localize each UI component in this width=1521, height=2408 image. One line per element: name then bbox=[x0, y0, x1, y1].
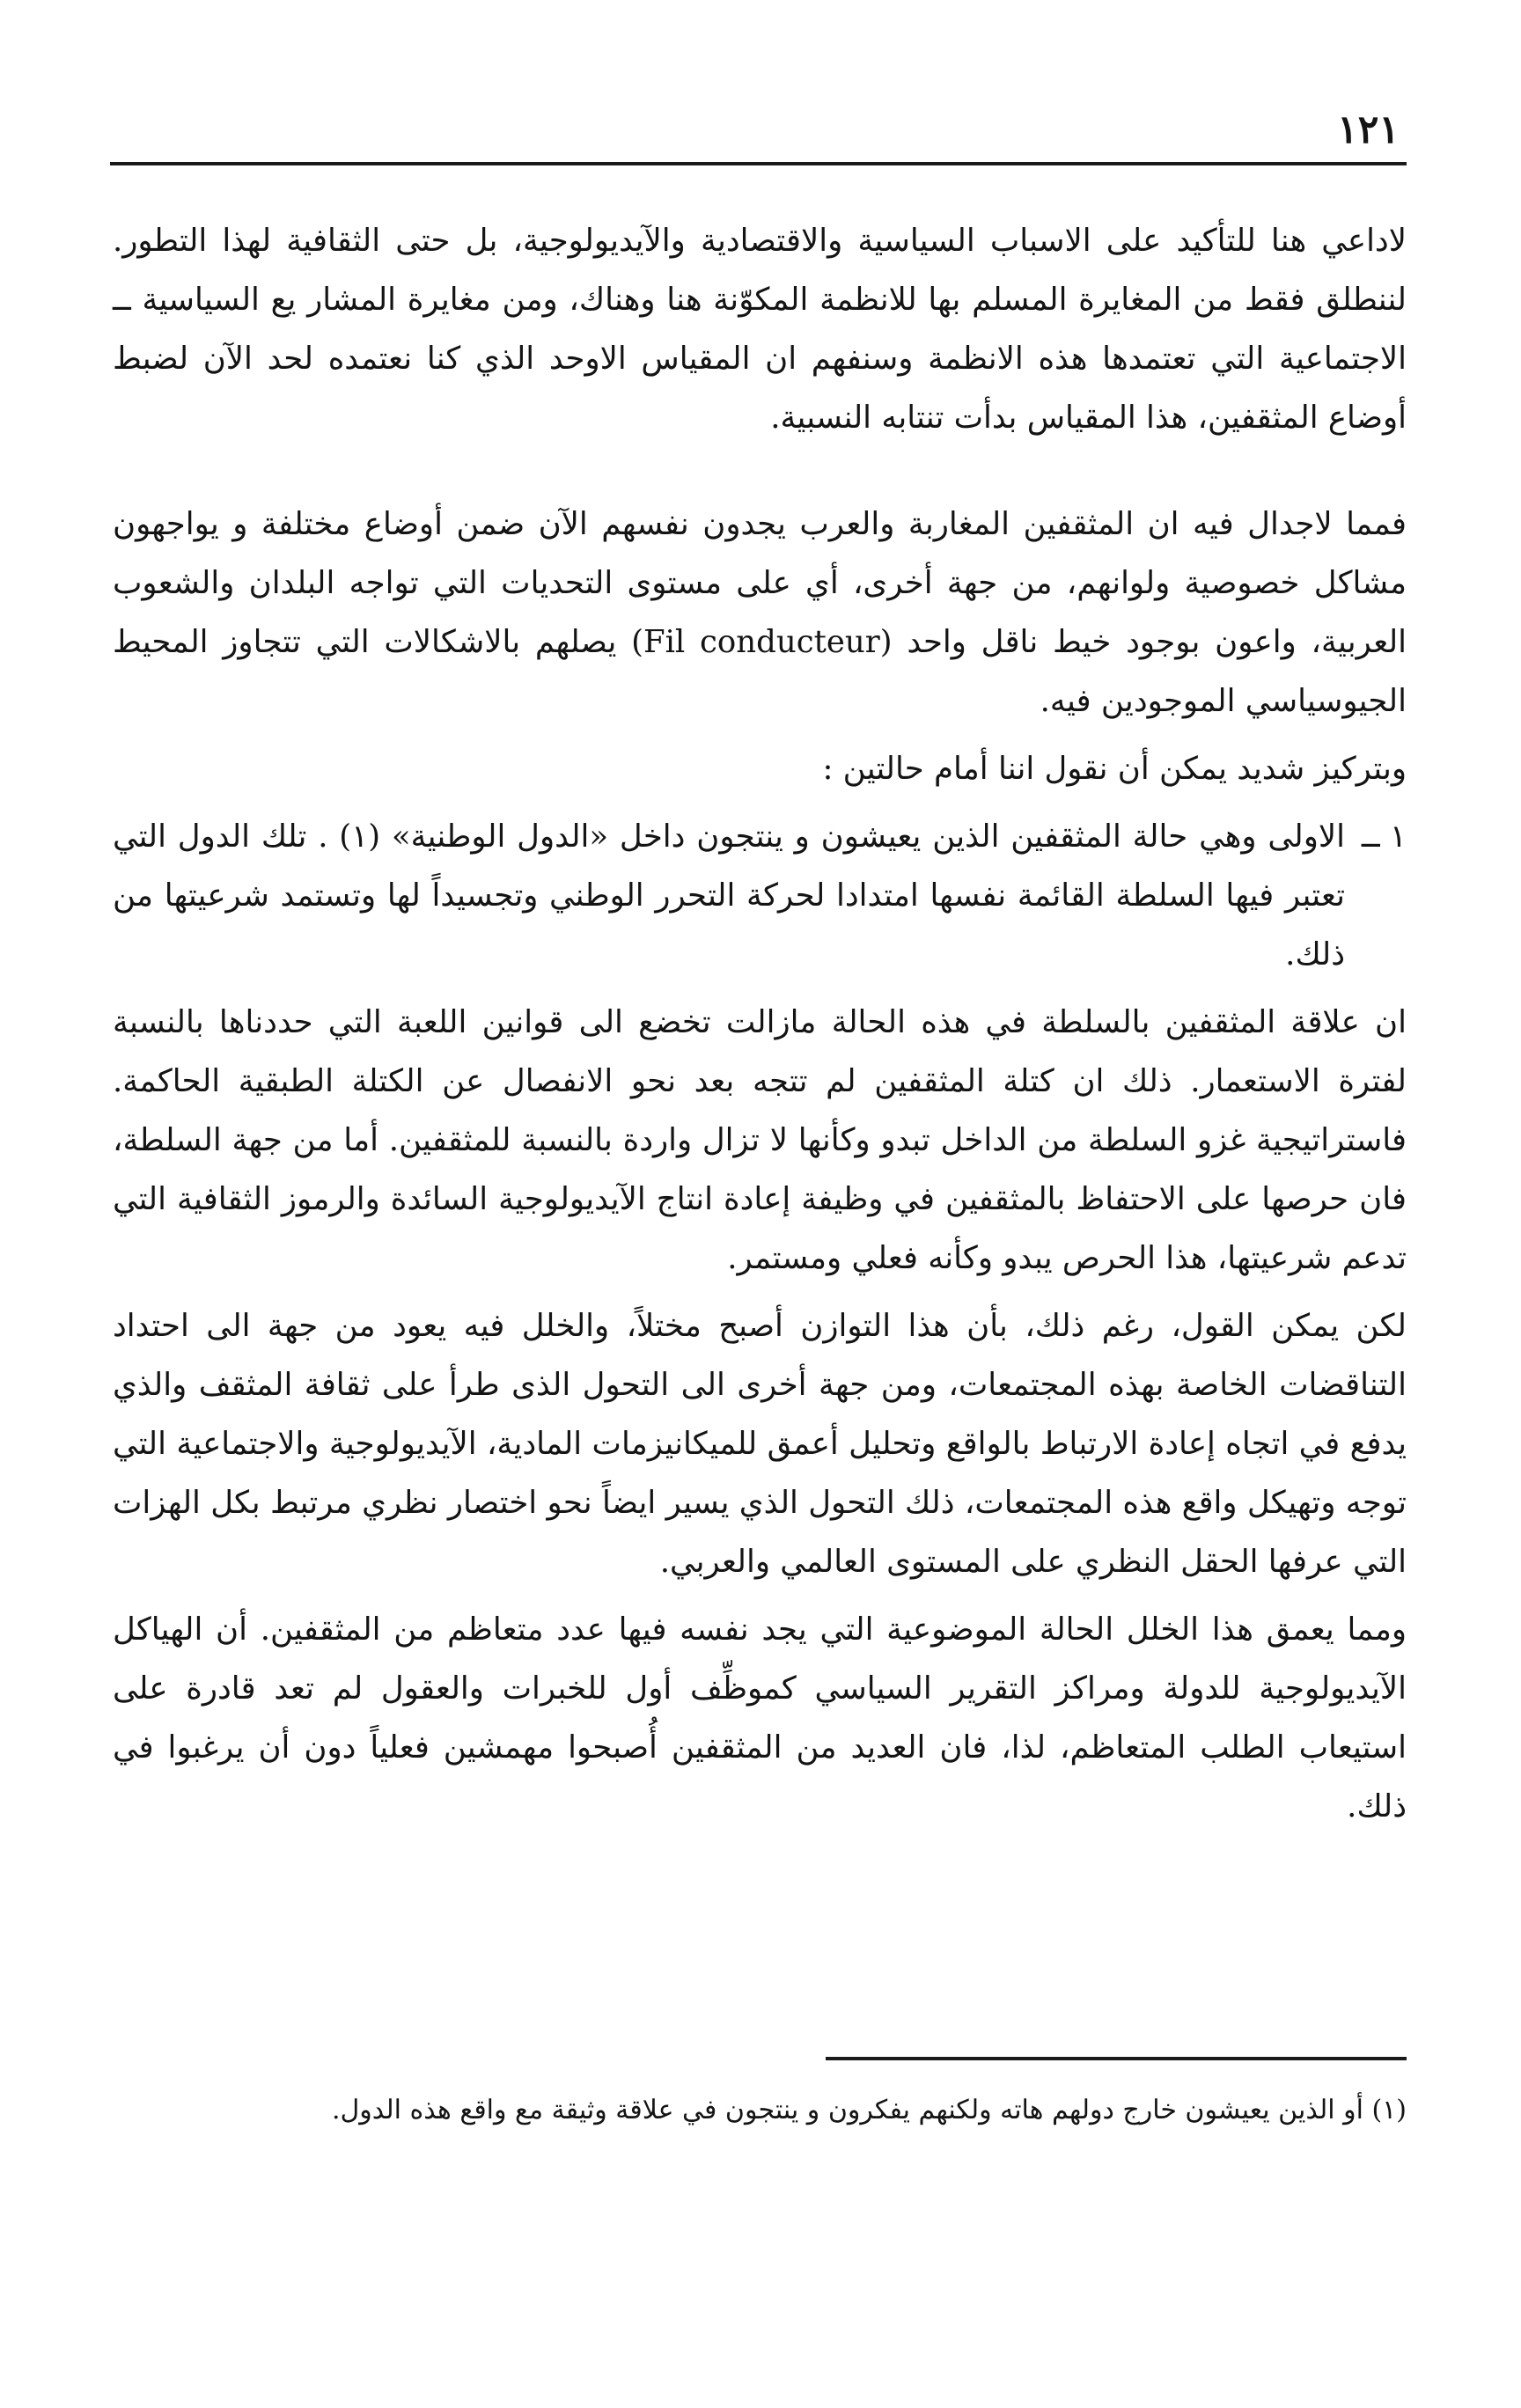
body-text bbox=[113, 211, 1407, 1836]
paragraph-5: لكن يمكن القول، رغم ذلك، بأن هذا التوازن أصبح مختلاً، والخلل فيه يعود من جهة الى احتداد التناقضات الخاصة بهذه المجتمعات، ومن جهة أخرى الى التحول الذى طرأ على ثقافة المثقف والذي يدفع في اتجاه إعادة الارتباط بالواقع وتحليل أعمق للميكانيزمات المادية، الآيديولوجية والاجتماعية التي توجه وتهيكل واقع هذه المجتمعات، ذلك التحول الذي يسير ايضاً نحو اختصار نظري مرتبط بكل الهزات التي عرفها الحقل النظري على المستوى العالمي والعربي. bbox=[113, 1308, 1407, 1580]
page-number: ١٢١ bbox=[1337, 107, 1400, 152]
paragraph-4: ان علاقة المثقفين بالسلطة في هذه الحالة مازالت تخضع الى قوانين اللعبة التي حددناها بالنسبة لفترة الاستعمار. ذلك ان كتلة المثقفين لم تتجه بعد نحو الانفصال عن الكتلة الطبقية الحاكمة. فاستراتيجية غزو السلطة من الداخل تبدو وكأنها لا تزال واردة بالنسبة للمثقفين. أما من جهة السلطة، فان حرصها على الاحتفاظ بالمثقفين في وظيفة إعادة انتاج الآيديولوجية السائدة والرموز الثقافية التي تدعم شرعيتها، هذا الحرص يبدو وكأنه فعلي ومستمر. bbox=[113, 1004, 1407, 1276]
list-item-text: الاولى وهي حالة المثقفين الذين يعيشون و ينتجون داخل «الدول الوطنية» (١) . تلك الدول التي تعتبر فيها السلطة القائمة نفسها امتدادا لحركة التحرر الوطني وتجسيداً لها وتستمد شرعيتها من ذلك. bbox=[113, 819, 1345, 973]
footnote-rule bbox=[826, 2057, 1407, 2060]
paragraph-1: لاداعي هنا للتأكيد على الاسباب السياسية والاقتصادية والآيديولوجية، بل حتى الثقافية لهذا التطور. لننطلق فقط من المغايرة المسلم بها للانظمة المكوّنة هنا وهناك، ومن مغايرة المشار يع السياسية ــ الاجتماعية التي تعتمدها هذه الانظمة وسنفهم ان المقياس الاوحد الذي كنا نعتمده لحد الآن لضبط أوضاع المثقفين، هذا المقياس بدأت تنتابه النسبية. bbox=[113, 223, 1407, 436]
list-item-1 bbox=[113, 807, 1407, 984]
paragraph-3: وبتركيز شديد يمكن أن نقول اننا أمام حالتين : bbox=[822, 751, 1407, 787]
paragraph-2: فمما لاجدال فيه ان المثقفين المغاربة والعرب يجدون نفسهم الآن ضمن أوضاع مختلفة و يواجهون مشاكل خصوصية ولوانهم، من جهة أخرى، أي على مستوى التحديات التي تواجه البلدان والشعوب العربية، واعون بوجود خيط ناقل واحد (Fil conducteur) يصلهم بالاشكالات التي تتجاوز المحيط الجيوسياسي الموجودين فيه. bbox=[113, 506, 1407, 719]
header-rule bbox=[110, 162, 1407, 165]
paragraph-6: ومما يعمق هذا الخلل الحالة الموضوعية التي يجد نفسه فيها عدد متعاظم من المثقفين. أن الهياكل الآيديولوجية للدولة ومراكز التقرير السياسي كموظِّف أول للخبرات والعقول لم تعد قادرة على استيعاب الطلب المتعاظم، لذا، فان العديد من المثقفين أُصبحوا مهمشين فعلياً دون أن يرغبوا في ذلك. bbox=[113, 1611, 1407, 1824]
list-item-number: ١ ــ bbox=[1361, 819, 1407, 855]
page-header bbox=[110, 104, 1407, 165]
footnote: (١) أو الذين يعيشون خارج دولهم هاته ولكنهم يفكرون و ينتجون في علاقة وثيقة مع واقع هذه الدول. bbox=[331, 2095, 1407, 2125]
